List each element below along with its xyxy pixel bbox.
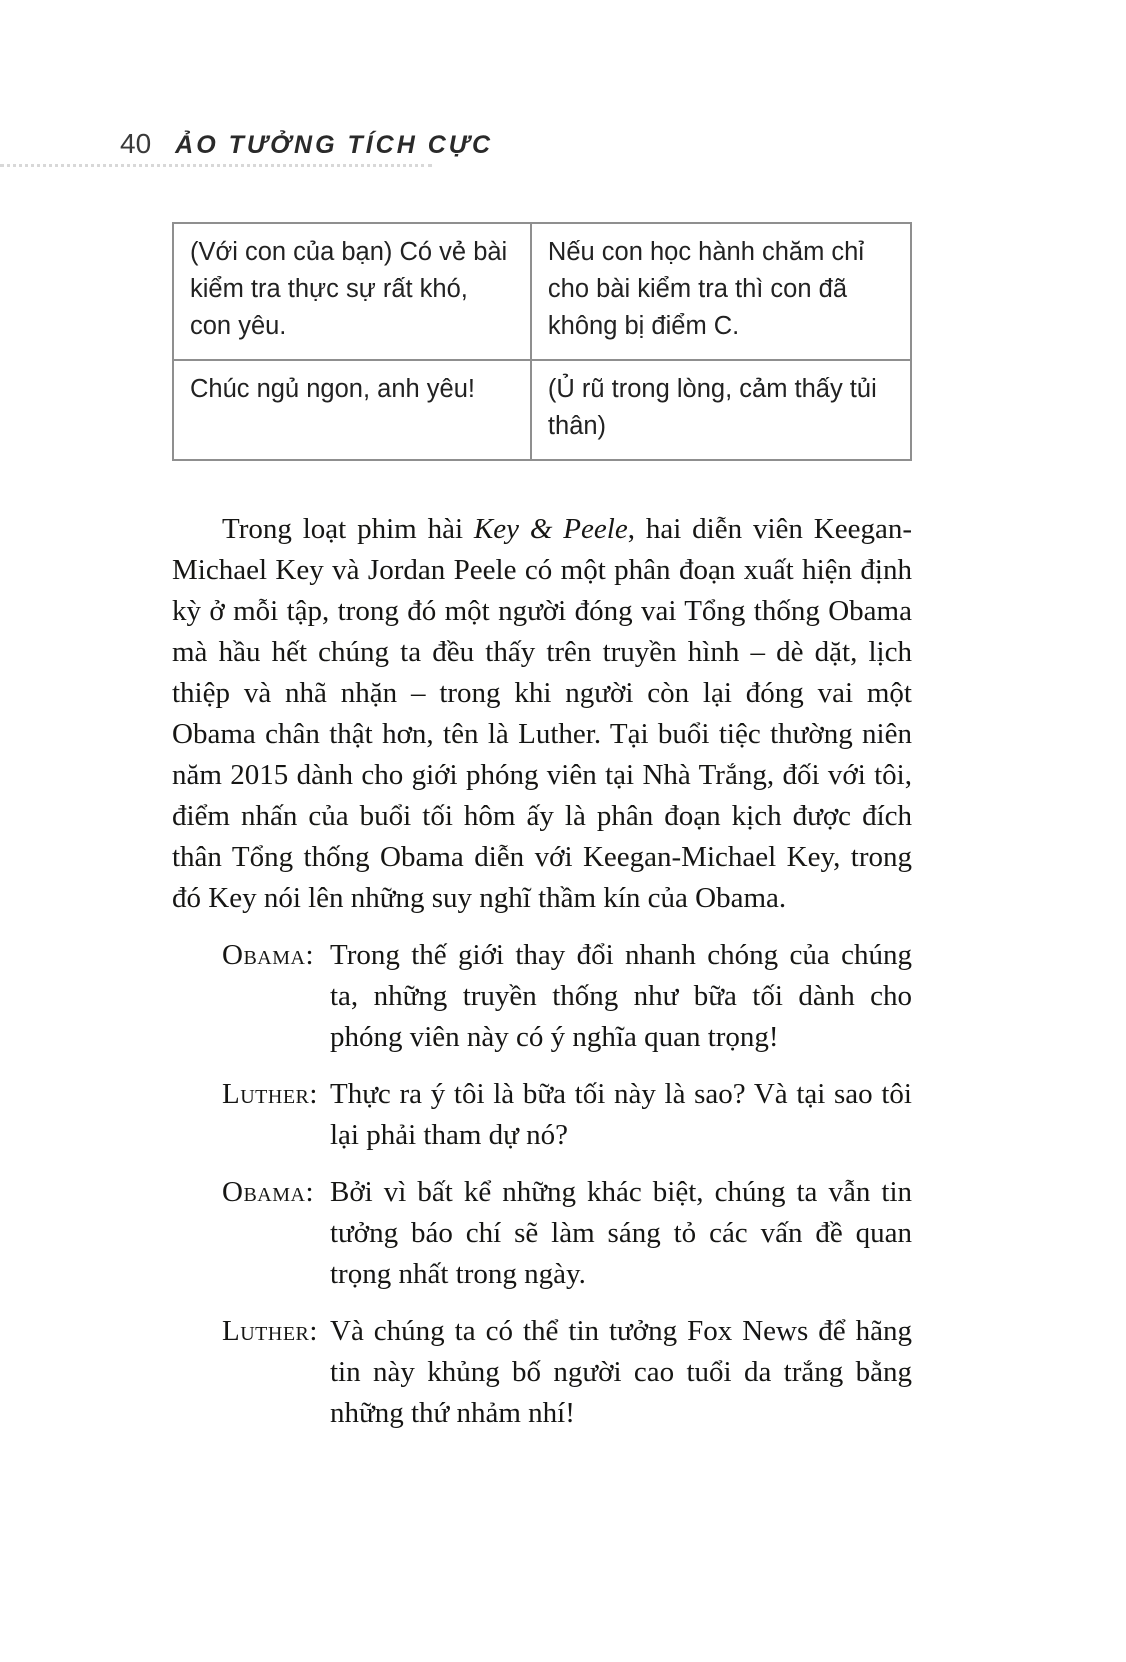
show-title-italic: Key & Peele xyxy=(473,512,628,545)
dialogue-section xyxy=(172,935,912,1434)
table-cell-row2-left: Chúc ngủ ngon, anh yêu! xyxy=(173,360,531,460)
table-cell-row1-left: (Với con của bạn) Có vẻ bài kiểm tra thực sự rất khó, con yêu. xyxy=(173,223,531,360)
speaker-label: Luther: xyxy=(222,1077,318,1110)
table-row xyxy=(173,360,911,460)
page-content xyxy=(172,222,912,1450)
body-paragraph xyxy=(172,509,912,919)
dialogue-text: Trong thế giới thay đổi nhanh chóng của chúng ta, những truyền thống như bữa tối dành cho phóng viên này có ý nghĩa quan trọng! xyxy=(330,938,912,1053)
dialogue-text: Bởi vì bất kể những khác biệt, chúng ta vẫn tin tưởng báo chí sẽ làm sáng tỏ các vấn đề quan trọng nhất trong ngày. xyxy=(330,1175,912,1290)
dialogue-entry xyxy=(222,1074,912,1156)
page-number: 40 xyxy=(120,128,152,159)
paragraph-text-end: , hai diễn viên Keegan-Michael Key và Jordan Peele có một phân đoạn xuất hiện định kỳ ở mỗi tập, trong đó một người đóng vai Tổng thống Obama mà hầu hết chúng ta đều thấy trên truyền hình – dè dặt, lịch thiệp và nhã nhặn – trong khi người còn lại đóng vai một Obama chân thật hơn, tên là Luther. Tại buổi tiệc thường niên năm 2015 dành cho giới phóng viên tại Nhà Trắng, đối với tôi, điểm nhấn của buổi tối hôm ấy là phân đoạn kịch được đích thân Tổng thống Obama diễn với Keegan-Michael Key, trong đó Key nói lên những suy nghĩ thầm kín của Obama. xyxy=(172,512,912,914)
speaker-label: Luther: xyxy=(222,1314,318,1347)
header-divider xyxy=(0,164,432,167)
book-title: ẢO TƯỞNG TÍCH CỰC xyxy=(175,131,494,159)
table-cell-row1-right: Nếu con học hành chăm chỉ cho bài kiểm tra thì con đã không bị điểm C. xyxy=(531,223,911,360)
quote-table xyxy=(172,222,912,461)
speaker-label: Obama: xyxy=(222,938,315,971)
dialogue-entry xyxy=(222,935,912,1058)
dialogue-entry xyxy=(222,1172,912,1295)
speaker-label: Obama: xyxy=(222,1175,315,1208)
paragraph-text-start: Trong loạt phim hài xyxy=(222,512,474,545)
dialogue-text: Và chúng ta có thể tin tưởng Fox News để hãng tin này khủng bố người cao tuổi da trắng bằng những thứ nhảm nhí! xyxy=(330,1314,912,1429)
table-cell-row2-right: (Ủ rũ trong lòng, cảm thấy tủi thân) xyxy=(531,360,911,460)
dialogue-entry xyxy=(222,1311,912,1434)
table-row xyxy=(173,223,911,360)
dialogue-text: Thực ra ý tôi là bữa tối này là sao? Và tại sao tôi lại phải tham dự nó? xyxy=(330,1077,912,1151)
body-text xyxy=(172,509,912,1434)
page-header xyxy=(120,128,493,160)
